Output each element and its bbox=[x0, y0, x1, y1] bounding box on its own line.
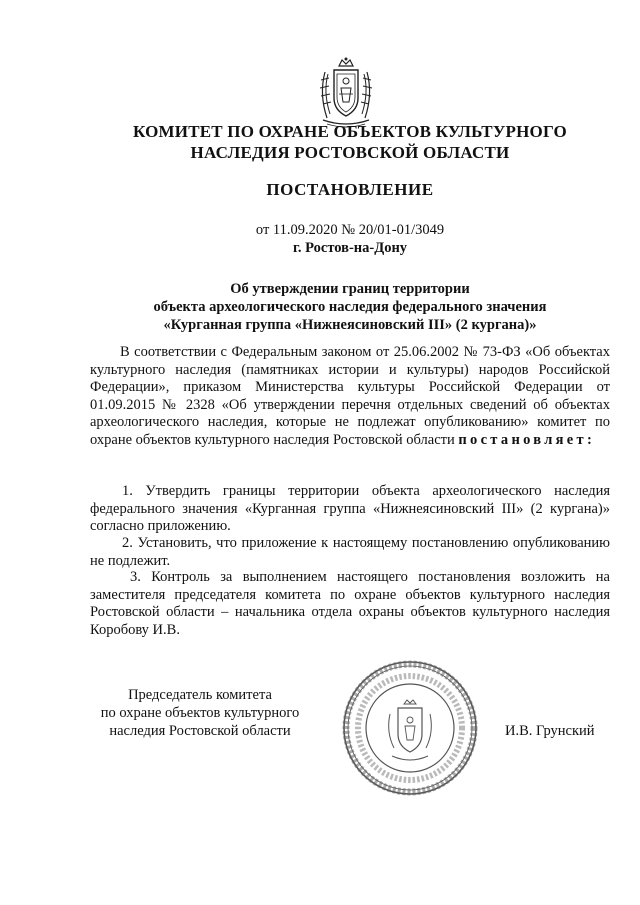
committee-name-line-2: НАСЛЕДИЯ РОСТОВСКОЙ ОБЛАСТИ bbox=[190, 143, 510, 162]
subject-line-3: «Курганная группа «Нижнеясиновский III» (2 кургана)» bbox=[163, 317, 537, 333]
signatory-name: И.В. Грунский bbox=[505, 723, 595, 739]
document-date-number: от 11.09.2020 № 20/01-01/3049 bbox=[255, 222, 445, 238]
document-type: ПОСТАНОВЛЕНИЕ bbox=[266, 180, 434, 199]
signatory-title-line-3: наследия Ростовской области bbox=[109, 723, 291, 739]
committee-name-line-1: КОМИТЕТ ПО ОХРАНЕ ОБЪЕКТОВ КУЛЬТУРНОГО bbox=[133, 122, 567, 141]
signatory-title-line-2: по охране объектов культурного bbox=[100, 705, 300, 721]
decree-item-1: 1. Утвердить границы территории объекта археологического наследия федерального значения «Курганная группа «Нижнеясиновский III» (2 кургана)» согласно приложению. bbox=[90, 483, 610, 535]
subject-line-2: объекта археологического наследия федерального значения bbox=[153, 299, 547, 315]
decree-item-3: 3. Контроль за выполнением настоящего постановления возложить на заместителя председателя комитета по охране объектов культурного наследия Ростовской области – начальника отдела охраны объектов культурного наследия Коробову И.В. bbox=[90, 569, 610, 638]
official-seal-icon bbox=[340, 658, 480, 798]
decree-item-2: 2. Установить, что приложение к настоящему постановлению опубликованию не подлежит. bbox=[90, 535, 610, 569]
subject-line-1: Об утверждении границ территории bbox=[230, 281, 470, 297]
preamble-paragraph bbox=[90, 344, 610, 450]
preamble-text: В соответствии с Федеральным законом от 25.06.2002 № 73-ФЗ «Об объектах культурного наследия (памятниках истории и культуры) народов Российской Федерации», приказом Министерства культуры Российской Федерации от 01.09.2015 № 2328 «Об утверждении перечня отдельных сведений об объектах археологического наследия, которые не подлежат опубликованию» комитет по охране объектов культурного наследия Ростовской области bbox=[90, 344, 610, 448]
signatory-title-line-1: Председатель комитета bbox=[128, 687, 272, 703]
document-city: г. Ростов-на-Дону bbox=[292, 240, 408, 256]
coat-of-arms-icon bbox=[315, 56, 377, 128]
decree-word: постановляет: bbox=[458, 431, 596, 448]
